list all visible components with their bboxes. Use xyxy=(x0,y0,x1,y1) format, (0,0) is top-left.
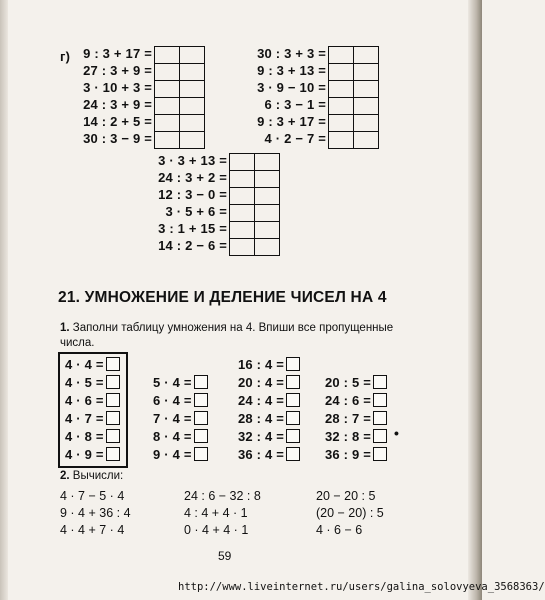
left-answer-grid[interactable] xyxy=(154,46,205,149)
answer-cell[interactable] xyxy=(180,64,205,81)
task2-header xyxy=(60,469,123,484)
answer-cell[interactable] xyxy=(255,188,280,205)
answer-box[interactable] xyxy=(106,429,120,443)
table-row xyxy=(325,429,387,444)
expression: 24 : 3 + 9 = xyxy=(83,97,152,112)
answer-cell[interactable] xyxy=(155,98,180,115)
expression: 14 : 2 + 5 = xyxy=(83,114,152,129)
expression: 30 : 3 + 3 = xyxy=(257,46,326,61)
expression: 14 : 2 − 6 = xyxy=(158,238,227,253)
answer-cell[interactable] xyxy=(230,171,255,188)
answer-box[interactable] xyxy=(373,447,387,461)
answer-box[interactable] xyxy=(106,447,120,461)
answer-box[interactable] xyxy=(286,429,300,443)
answer-cell[interactable] xyxy=(155,132,180,149)
expression: 3 · 9 − 10 = xyxy=(257,80,326,95)
footer-url[interactable]: http://www.liveinternet.ru/users/galina_solovyeva_3568363/ xyxy=(178,581,545,593)
table-row xyxy=(153,447,208,462)
answer-cell[interactable] xyxy=(329,64,354,81)
expression: 3 · 10 + 3 = xyxy=(83,80,152,95)
answer-cell[interactable] xyxy=(230,188,255,205)
answer-box[interactable] xyxy=(286,447,300,461)
page-number: 59 xyxy=(218,549,232,563)
expression: 9 : 3 + 13 = xyxy=(257,63,326,78)
expression: 9 : 3 + 17 = xyxy=(83,46,152,61)
table-expression: 36 : 4 = xyxy=(238,447,285,462)
answer-box[interactable] xyxy=(194,411,208,425)
answer-cell[interactable] xyxy=(255,205,280,222)
answer-cell[interactable] xyxy=(354,115,379,132)
answer-box[interactable] xyxy=(286,375,300,389)
task1-number: 1. xyxy=(60,322,70,334)
middle-answer-grid[interactable] xyxy=(229,153,280,256)
part-marker: г) xyxy=(60,49,71,64)
table-row xyxy=(238,375,300,390)
answer-box[interactable] xyxy=(194,447,208,461)
expression: 24 : 3 + 2 = xyxy=(158,170,227,185)
table-expression: 32 : 4 = xyxy=(238,429,285,444)
answer-cell[interactable] xyxy=(329,47,354,64)
right-answer-grid[interactable] xyxy=(328,46,379,149)
table-row xyxy=(238,429,300,444)
expression: 27 : 3 + 9 = xyxy=(83,63,152,78)
table-row xyxy=(325,375,387,390)
table-row xyxy=(65,375,120,390)
task2-label: Вычисли: xyxy=(72,470,124,482)
answer-cell[interactable] xyxy=(354,132,379,149)
table-expression: 4 · 8 = xyxy=(65,429,104,444)
table-row xyxy=(238,357,300,372)
answer-cell[interactable] xyxy=(180,132,205,149)
table-row xyxy=(153,393,208,408)
task1-text: Заполни таблицу умножения на 4. Впиши все пропущенные числа. xyxy=(60,322,394,349)
answer-box[interactable] xyxy=(373,375,387,389)
calculation: 4 : 4 + 4 · 1 xyxy=(184,506,248,520)
answer-cell[interactable] xyxy=(354,81,379,98)
table-expression: 4 · 4 = xyxy=(65,357,104,372)
table-expression: 4 · 5 = xyxy=(65,375,104,390)
table-expression: 28 : 7 = xyxy=(325,411,372,426)
section-title: 21. УМНОЖЕНИЕ И ДЕЛЕНИЕ ЧИСЕЛ НА 4 xyxy=(58,289,387,306)
table-row xyxy=(238,447,300,462)
expression: 9 : 3 + 17 = xyxy=(257,114,326,129)
table-expression: 9 · 4 = xyxy=(153,447,192,462)
expression: 30 : 3 − 9 = xyxy=(83,131,152,146)
calculation: 0 · 4 + 4 · 1 xyxy=(184,523,249,537)
table-expression: 24 : 4 = xyxy=(238,393,285,408)
answer-cell[interactable] xyxy=(255,239,280,256)
table-expression: 20 : 5 = xyxy=(325,375,372,390)
answer-box[interactable] xyxy=(286,393,300,407)
table-expression: 16 : 4 = xyxy=(238,357,285,372)
answer-box[interactable] xyxy=(106,393,120,407)
answer-cell[interactable] xyxy=(155,47,180,64)
answer-cell[interactable] xyxy=(155,81,180,98)
calculation: 20 − 20 : 5 xyxy=(316,489,376,503)
table-expression: 36 : 9 = xyxy=(325,447,372,462)
table-expression: 4 · 6 = xyxy=(65,393,104,408)
answer-cell[interactable] xyxy=(180,115,205,132)
answer-box[interactable] xyxy=(286,357,300,371)
table-expression: 4 · 7 = xyxy=(65,411,104,426)
table-row xyxy=(325,393,387,408)
answer-cell[interactable] xyxy=(155,64,180,81)
table-row xyxy=(325,411,387,426)
page-edge-shadow xyxy=(468,0,482,600)
table-expression: 32 : 8 = xyxy=(325,429,372,444)
answer-cell[interactable] xyxy=(329,98,354,115)
answer-box[interactable] xyxy=(194,393,208,407)
table-row xyxy=(65,393,120,408)
answer-box[interactable] xyxy=(194,375,208,389)
table-row xyxy=(65,411,120,426)
answer-cell[interactable] xyxy=(329,115,354,132)
answer-box[interactable] xyxy=(194,429,208,443)
table-row xyxy=(153,429,208,444)
answer-cell[interactable] xyxy=(180,47,205,64)
expression: 6 : 3 − 1 = xyxy=(264,97,326,112)
table-expression: 4 · 9 = xyxy=(65,447,104,462)
table-expression: 20 : 4 = xyxy=(238,375,285,390)
answer-box[interactable] xyxy=(106,357,120,371)
answer-cell[interactable] xyxy=(230,239,255,256)
table-row xyxy=(65,357,120,372)
table-row xyxy=(238,393,300,408)
expression: 3 : 1 + 15 = xyxy=(158,221,227,236)
table-row xyxy=(153,375,208,390)
expression: 3 · 3 + 13 = xyxy=(158,153,227,168)
answer-box[interactable] xyxy=(106,375,120,389)
pen-mark: • xyxy=(394,425,399,441)
task2-number: 2. xyxy=(60,470,70,482)
answer-cell[interactable] xyxy=(230,154,255,171)
answer-box[interactable] xyxy=(106,411,120,425)
table-row xyxy=(65,447,120,462)
answer-cell[interactable] xyxy=(155,115,180,132)
calculation: 24 : 6 − 32 : 8 xyxy=(184,489,261,503)
page-binding-shadow xyxy=(0,0,8,600)
table-expression: 24 : 6 = xyxy=(325,393,372,408)
answer-cell[interactable] xyxy=(354,64,379,81)
answer-cell[interactable] xyxy=(354,98,379,115)
answer-cell[interactable] xyxy=(180,81,205,98)
calculation: 4 · 4 + 7 · 4 xyxy=(60,523,125,537)
answer-box[interactable] xyxy=(286,411,300,425)
table-row xyxy=(325,447,387,462)
calculation: 4 · 7 − 5 · 4 xyxy=(60,489,125,503)
table-expression: 28 : 4 = xyxy=(238,411,285,426)
answer-box[interactable] xyxy=(373,393,387,407)
task1-instruction xyxy=(60,321,410,351)
expression: 3 · 5 + 6 = xyxy=(165,204,227,219)
answer-cell[interactable] xyxy=(354,47,379,64)
table-row xyxy=(65,429,120,444)
table-row xyxy=(238,411,300,426)
expression: 4 · 2 − 7 = xyxy=(264,131,326,146)
calculation: (20 − 20) : 5 xyxy=(316,506,384,520)
table-expression: 7 · 4 = xyxy=(153,411,192,426)
answer-cell[interactable] xyxy=(180,98,205,115)
answer-cell[interactable] xyxy=(230,205,255,222)
table-expression: 8 · 4 = xyxy=(153,429,192,444)
answer-box[interactable] xyxy=(373,429,387,443)
answer-cell[interactable] xyxy=(255,222,280,239)
calculation: 4 · 6 − 6 xyxy=(316,523,363,537)
table-expression: 5 · 4 = xyxy=(153,375,192,390)
answer-cell[interactable] xyxy=(329,132,354,149)
table-row xyxy=(153,411,208,426)
answer-cell[interactable] xyxy=(255,154,280,171)
table-expression: 6 · 4 = xyxy=(153,393,192,408)
expression: 12 : 3 − 0 = xyxy=(158,187,227,202)
calculation: 9 · 4 + 36 : 4 xyxy=(60,506,131,520)
answer-cell[interactable] xyxy=(255,171,280,188)
answer-box[interactable] xyxy=(373,411,387,425)
answer-cell[interactable] xyxy=(230,222,255,239)
answer-cell[interactable] xyxy=(329,81,354,98)
